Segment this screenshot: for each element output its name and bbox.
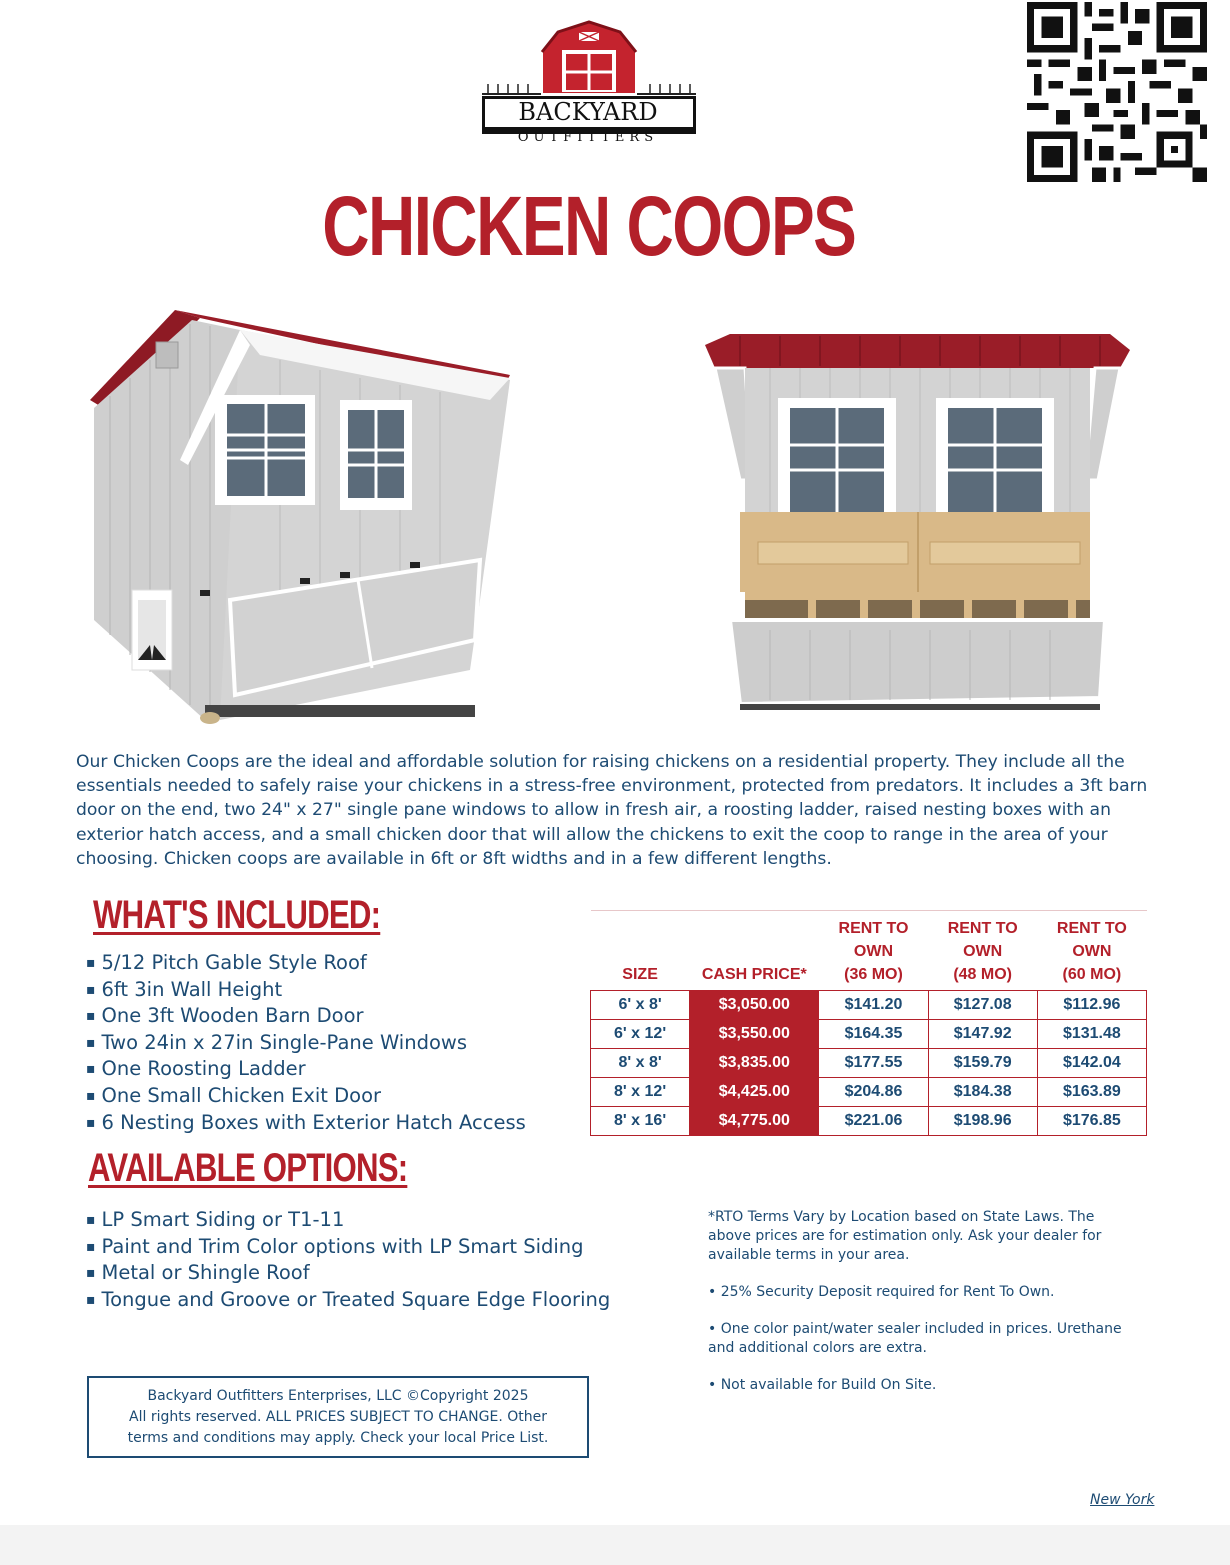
list-item: ▪ One 3ft Wooden Barn Door [86, 1004, 526, 1031]
cell-rto-60: $131.48 [1037, 1020, 1146, 1049]
product-description: Our Chicken Coops are the ideal and affordable solution for raising chickens on a residential property. They include all the essentials needed to safely raise your chickens in a stress-free environment, protected from predators. It includes a 3ft barn door on the end, two 24" x 27" single pane windows to allow in fresh air, a roosting ladder, raised nesting boxes with an exterior hatch access, and a small chicken door that will allow the chickens to exit the coop to range in the area of your choosing. Chicken coops are available in 6ft or 8ft widths and in a few different lengths. [76, 752, 1148, 869]
cell-rto-48: $184.38 [928, 1078, 1037, 1107]
list-item: ▪ Tongue and Groove or Treated Square Edge Flooring [86, 1288, 610, 1315]
price-table-header-row [591, 911, 1147, 991]
page-title: CHICKEN COOPS [322, 179, 856, 273]
cell-rto-36: $141.20 [819, 991, 928, 1020]
cell-cash-price: $3,050.00 [690, 991, 819, 1020]
available-options-list [86, 1208, 610, 1314]
cell-rto-60: $142.04 [1037, 1049, 1146, 1078]
header-rto-36: RENT TO OWN (36 MO) [838, 920, 909, 983]
chicken-coop-front-open-hatch-image [700, 320, 1140, 720]
cell-size: 6' x 12' [591, 1020, 690, 1049]
rto-terms-note: *RTO Terms Vary by Location based on State Laws. The above prices are for estimation only. Ask your dealer for available terms in your area. [708, 1209, 1102, 1263]
logo-wordmark-outfitters: OUTFITTERS [517, 130, 659, 145]
security-deposit-note: • 25% Security Deposit required for Rent To Own. [708, 1284, 1055, 1300]
build-on-site-note: • Not available for Build On Site. [708, 1377, 937, 1393]
cell-cash-price: $4,775.00 [690, 1107, 819, 1136]
table-row [591, 1107, 1147, 1136]
list-item: ▪ LP Smart Siding or T1-11 [86, 1208, 610, 1235]
header-size: SIZE [622, 966, 658, 983]
cell-rto-60: $176.85 [1037, 1107, 1146, 1136]
qr-code-icon[interactable] [1027, 2, 1207, 182]
cell-cash-price: $4,425.00 [690, 1078, 819, 1107]
copyright-line: Backyard Outfitters Enterprises, LLC ©Copyright 2025 [147, 1388, 529, 1404]
list-item: ▪ Metal or Shingle Roof [86, 1261, 610, 1288]
price-table [590, 910, 1147, 1136]
cell-rto-36: $221.06 [819, 1107, 928, 1136]
page-bottom-strip [0, 1525, 1230, 1565]
table-row [591, 1049, 1147, 1078]
header-rto-48: RENT TO OWN (48 MO) [947, 920, 1018, 983]
backyard-outfitters-logo [478, 18, 700, 145]
chicken-coop-side-view-image [80, 300, 520, 730]
cell-size: 8' x 12' [591, 1078, 690, 1107]
cell-rto-36: $204.86 [819, 1078, 928, 1107]
available-options-heading: AVAILABLE OPTIONS: [88, 1146, 408, 1190]
cell-size: 6' x 8' [591, 991, 690, 1020]
cell-size: 8' x 8' [591, 1049, 690, 1078]
cell-cash-price: $3,550.00 [690, 1020, 819, 1049]
table-row [591, 1078, 1147, 1107]
copyright-line: terms and conditions may apply. Check your local Price List. [127, 1430, 549, 1446]
cell-rto-36: $177.55 [819, 1049, 928, 1078]
cell-rto-60: $163.89 [1037, 1078, 1146, 1107]
list-item: ▪ 6ft 3in Wall Height [86, 978, 526, 1005]
cell-rto-36: $164.35 [819, 1020, 928, 1049]
copyright-line: All rights reserved. ALL PRICES SUBJECT TO CHANGE. Other [129, 1409, 547, 1425]
list-item: ▪ 5/12 Pitch Gable Style Roof [86, 951, 526, 978]
whats-included-heading: WHAT'S INCLUDED: [93, 893, 381, 937]
list-item: ▪ 6 Nesting Boxes with Exterior Hatch Access [86, 1111, 526, 1138]
list-item: ▪ Two 24in x 27in Single-Pane Windows [86, 1031, 526, 1058]
cell-rto-48: $198.96 [928, 1107, 1037, 1136]
header-rto-60: RENT TO OWN (60 MO) [1056, 920, 1127, 983]
cell-rto-60: $112.96 [1037, 991, 1146, 1020]
copyright-notice [87, 1376, 589, 1458]
cell-rto-48: $147.92 [928, 1020, 1037, 1049]
region-link[interactable]: New York [1090, 1492, 1155, 1508]
list-item: ▪ Paint and Trim Color options with LP Smart Siding [86, 1235, 610, 1262]
cell-cash-price: $3,835.00 [690, 1049, 819, 1078]
list-item: ▪ One Roosting Ladder [86, 1057, 526, 1084]
included-features-list [86, 951, 526, 1137]
pricing-notes [708, 1208, 1138, 1413]
list-item: ▪ One Small Chicken Exit Door [86, 1084, 526, 1111]
paint-sealer-note: • One color paint/water sealer included in prices. Urethane and additional colors are extra. [708, 1321, 1122, 1356]
table-row [591, 991, 1147, 1020]
table-row [591, 1020, 1147, 1049]
header-cash-price: CASH PRICE* [701, 966, 807, 983]
cell-rto-48: $159.79 [928, 1049, 1037, 1078]
logo-wordmark-backyard: BACKYARD [518, 98, 658, 126]
cell-size: 8' x 16' [591, 1107, 690, 1136]
cell-rto-48: $127.08 [928, 991, 1037, 1020]
